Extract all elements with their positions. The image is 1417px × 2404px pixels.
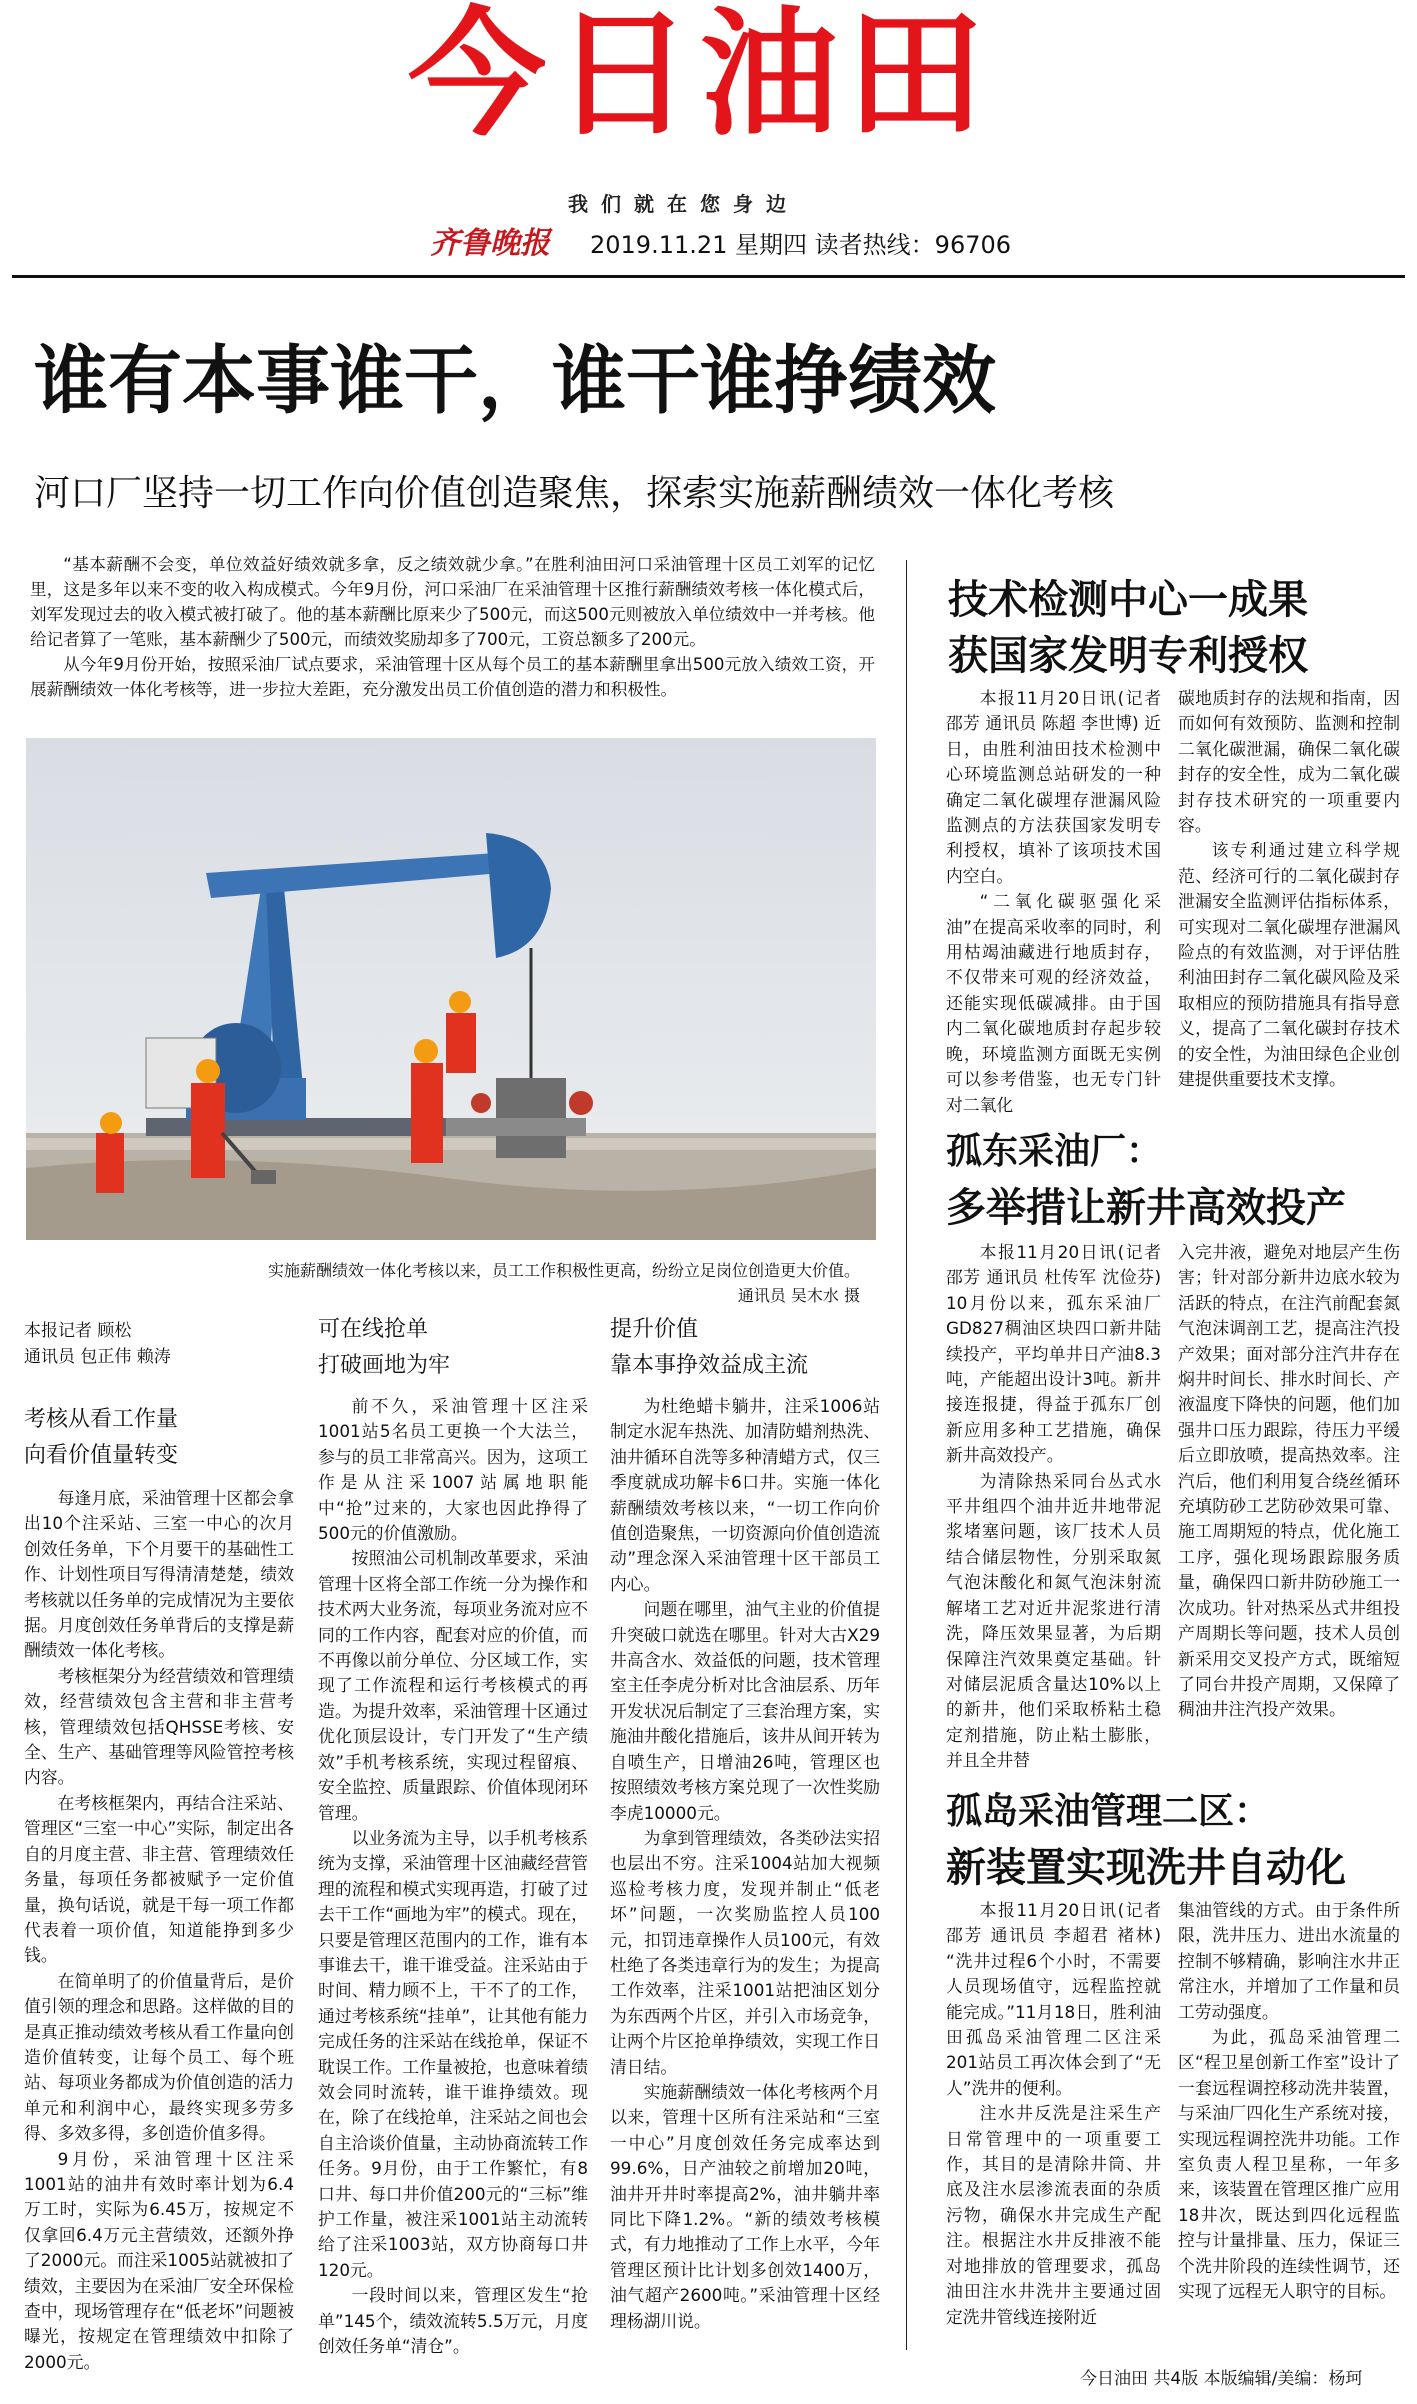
article2-headline [946,1124,1406,1236]
paragraph: 按照油公司机制改革要求，采油管理十区将全部工作统一分为操作和技术两大业务流，每项业务流对应不同的工作内容，配套对应的价值，而不再像以前分单位、分区域工作，实现了工作流程和运行考核模式的再造。为提升效率，采油管理十区通过优化顶层设计，专门开发了“生产绩效”手机考核系统，实现过程留痕、安全监控、质量跟踪、价值体现闭环管理。 [318,1548,588,1823]
headline-line: 孤东采油厂： [946,1131,1163,1172]
col1-subhead [24,1402,294,1474]
main-byline [24,1318,264,1370]
paragraph: 前不久，采油管理十区注采1001站5名员工更换一个大法兰，参与的员工非常高兴。因为，这项工作是从注采1007站属地职能中“抢”过来的，大家也因此挣得了500元的价值激励。 [318,1396,588,1544]
article1-headline [948,572,1398,684]
paragraph: 问题在哪里，油气主业的价值提升突破口就选在哪里。针对大古X29井高含水、效益低的问题，技术管理室主任李虎分析对比含油层系、历年开发状况后制定了三套治理方案，实施油井酸化措施后，该井从间开转为自喷生产，日增油26吨，管理区也按照绩效考核方案兑现了一次性奖励李虎10000元。 [610,1599,880,1823]
issue-info: 2019.11.21 星期四 读者热线：96706 [590,231,1012,259]
oil-field-photo [26,738,876,1240]
byline-correspondent: 通讯员 包正伟 赖涛 [24,1347,171,1367]
paragraph: 一段时间以来，管理区发生“抢单”145个，绩效流转5.5万元，月度创效任务单“清仓”。 [318,2285,588,2357]
byline-reporter: 本报记者 顾松 [24,1321,132,1341]
article3-right [1178,1898,1400,2305]
paragraph: 注水井反洗是注采生产日常管理中的一项重要工作，其目的是清除井筒、井底及注水层渗流表面的杂质污物，确保水井完成生产配注。根据注水井反排液不能对地排放的管理要求，孤岛油田注水井洗井主要通过固定洗井管线连接附近 [946,2103,1161,2327]
paragraph: 9月份，采油管理十区注采1001站的油井有效时率计划为6.4万工时，实际为6.45万，按规定不仅拿回6.4万元主营绩效，还额外挣了2000元。而注采1005站就被扣了绩效，主要因为在采油厂安全环保检查中，现场管理存在“低老坏”问题被曝光，按规定在管理绩效中扣除了2000元。 [24,2148,295,2372]
subhead-line: 提升价值 [610,1317,699,1342]
paragraph: 为拿到管理绩效，各类砂法实招也层出不穷。注采1004站加大视频巡检考核力度，发现并制止“低老坏”问题，一次奖励监控人员100元，扣罚违章操作人员100元，有效杜绝了各类违章行为的发生；为提高工作效率，注采1001站把油区划分为东西两个片区，并引入市场竞争，让两个片区抢单挣绩效，实现工作日清日结。 [610,1827,880,2077]
masthead [0,0,1417,270]
headline-line: 多举措让新井高效投产 [946,1185,1346,1231]
paragraph: 入完井液，避免对地层产生伤害；针对部分新井边底水较为活跃的特点，在注汽前配套氮气泡沫调剖工艺，提高注汽投产效果；面对部分注汽井存在焖井时间长、排水时间长、产液温度下降快的问题，他们加强井口压力跟踪，待压力平缓后立即放喷，提高热效率。注汽后，他们利用复合绕丝循环充填防砂工艺防砂效果可靠、施工周期短的特点，优化施工工序，强化现场跟踪服务质量，确保四口新井防砂施工一次成功。针对热采丛式井组投产周期长等问题，技术人员创新采用交叉投产方式，既缩短了同台井投产周期，又保障了稠油井注汽投产效果。 [1178,1242,1400,1720]
paragraph: 在简单明了的价值量背后，是价值引领的理念和思路。这样做的目的是真正推动绩效考核从看工作量向创造价值转变，让每个员工、每个班站、每项业务都成为价值创造的活力单元和利润中心，最终实现多劳多得、多效多得，多创造价值多得。 [24,1970,294,2144]
paragraph: 本报11月20日讯(记者 邵芳 通讯员 李超君 褚林) “洗井过程6个小时，不需要人员现场值守，远程监控就能完成。”11月18日，胜利油田孤岛采油管理二区注采201站员工再次体会到了“无人”洗井的便利。 [946,1900,1161,2098]
article2-left [946,1240,1161,1774]
paragraph: 碳地质封存的法规和指南，因而如何有效预防、监测和控制二氧化碳泄漏，确保二氧化碳封存的安全性，成为二氧化碳封存技术研究的一项重要内容。 [1178,688,1400,836]
article1-right [1178,686,1400,1093]
headline-line: 技术检测中心一成果 [948,577,1308,623]
paragraph: 本报11月20日讯(记者 邵芳 通讯员 杜传军 沈俭芬) 10月份以来，孤东采油厂GD827稠油区块四口新井陆续投产，平均单井日产油8.3吨，产能超出设计3吨。新井接连报捷，得益于孤东厂创新应用多种工艺措施，确保新井高效投产。 [946,1242,1161,1466]
subhead-line: 向看价值量转变 [24,1443,179,1468]
article3-left [946,1898,1161,2330]
col2-subhead [318,1312,588,1384]
brand-logo: 齐鲁晚报 [430,226,550,261]
article2-right [1178,1240,1400,1723]
column-divider [906,560,907,2350]
col3-subhead [610,1312,880,1384]
paragraph: 在考核框架内，再结合注采站、管理区“三室一中心”实际，制定出各自的月度主营、非主营、管理绩效任务量，每项任务都被赋予一定价值量，换句话说，就是干每一项工作都代表着一项价值，知道能挣到多少钱。 [24,1792,294,1966]
lead-paragraph: “基本薪酬不会变，单位效益好绩效就多拿，反之绩效就少拿。”在胜利油田河口采油管理十区员工刘军的记忆里，这是多年以来不变的收入构成模式。今年9月份，河口采油厂在采油管理十区推行薪酬绩效考核一体化模式后，刘军发现过去的收入模式被打破了。他的基本薪酬比原来少了500元，而这500元则被放入单位绩效中一并考核。他给记者算了一笔账，基本薪酬少了500元，而绩效奖励却多了700元，工资总额多了200元。 [30,555,875,649]
article3-headline [946,1784,1406,1896]
paragraph: 该专利通过建立科学规范、经济可行的二氧化碳封存泄漏安全监测评估指标体系，可实现对二氧化碳埋存泄漏风险点的有效监测，对于评估胜利油田封存二氧化碳风险及采取相应的预防措施具有指导意义，提高了二氧化碳封存技术的安全性，为油田绿色企业创建提供重要技术支撑。 [1178,840,1400,1090]
caption-text: 实施薪酬绩效一体化考核以来，员工工作积极性更高，纷纷立足岗位创造更大价值。 [267,1261,860,1280]
paragraph: 本报11月20日讯(记者 邵芳 通讯员 陈超 李世博) 近日，由胜利油田技术检测中心环境监测总站研发的一种确定二氧化碳埋存泄漏风险监测点的方法获国家发明专利授权，填补了该项技术国内空白。 [946,688,1161,886]
article1-left [946,686,1161,1118]
headline-line: 新装置实现洗井自动化 [946,1845,1346,1891]
main-headline: 谁有本事谁干，谁干谁挣绩效 [34,338,996,424]
paragraph: 实施薪酬绩效一体化考核两个月以来，管理十区所有注采站和“三室一中心”月度创效任务完成率达到99.6%，日产油较之前增加20吨，油井开井时率提高2%，油井躺井率同比下降1.2%。“新的绩效考核模式，有力地推动了工作上水平，今年管理区预计比计划多创效1400万，油气超产2600吨。”采油管理十区经理杨湖川说。 [610,2081,880,2331]
paragraph: 以业务流为主导，以手机考核系统为支撑，采油管理十区油藏经营管理的流程和模式实现再造，打破了过去干工作“画地为牢”的模式。现在，只要是管理区范围内的工作，谁有本事谁去干，谁干谁受益。注采站由于时间、精力顾不上，干不了的工作，通过考核系统“挂单”，让其他有能力完成任务的注采站在线抢单，保证不耽误工作。工作量被抢，也意味着绩效会同时流转，谁干谁挣绩效。现在，除了在线抢单，注采站之间也会自主洽谈价值量，主动协商流转工作任务。9月份，由于工作繁忙，有8口井、每口井价值200元的“三标”维护工作量，被注采1001站主动流转给了注采1003站，双方协商每口井120元。 [318,1827,588,2280]
paragraph: “二氧化碳驱强化采油”在提高采收率的同时，利用枯竭油藏进行地质封存，不仅带来可观的经济效益，还能实现低碳减排。由于国内二氧化碳地质封存起步较晚，环境监测方面既无实例可以参考借鉴，也无专门针对二氧化 [946,891,1161,1115]
newspaper-title: 今日油田 [407,0,992,155]
paragraph: 为杜绝蜡卡躺井，注采1006站制定水泥车热洗、加清防蜡剂热洗、油井循环自洗等多种清蜡方式，仅三季度就成功解卡6口井。实施一体化薪酬绩效考核以来，“一切工作向价值创造聚焦，一切资源向价值创造流动”理念深入采油管理十区干部员工内心。 [610,1396,880,1594]
main-subhead: 河口厂坚持一切工作向价值创造聚焦，探索实施薪酬绩效一体化考核 [34,473,1115,514]
paragraph: 为清除热采同台丛式水平井组四个油井近井地带泥浆堵塞问题，该厂技术人员结合储层物性，分别采取氮气泡沫酸化和氮气泡沫射流解堵工艺对近井泥浆进行清洗，降压效果显著，为后期保障注汽效果奠定基础。针对储层泥质含量达10%以上的新井，他们采取桥粘土稳定剂措施，防止粘土膨胀，并且全井替 [946,1470,1161,1771]
paragraph: 为此，孤岛采油管理二区“程卫星创新工作室”设计了一套远程调控移动洗井装置，与采油厂四化生产系统对接，实现远程调控洗井功能。工作室负责人程卫星称，一年多来，该装置在管理区推广应用18井次，既达到四化远程监控与计量排量、压力，保证三个洗井阶段的连续性调节，还实现了远程无人职守的目标。 [1178,2027,1400,2302]
paragraph: 每逢月底，采油管理十区都会拿出10个注采站、三室一中心的次月创效任务单，下个月要干的基础性工作、计划性项目写得清清楚楚，绩效考核就以任务单的完成情况为主要依据。月度创效任务单背后的支撑是薪酬绩效一体化考核。 [24,1488,294,1661]
subhead-line: 靠本事挣效益成主流 [610,1353,809,1378]
main-column-1 [24,1486,294,2375]
paragraph: 考核框架分为经营绩效和管理绩效，经营绩效包含主营和非主营考核，管理绩效包括QHSSE考核、安全、生产、基础管理等风险管控考核内容。 [24,1665,294,1788]
subhead-line: 打破画地为牢 [318,1353,451,1378]
main-column-2 [318,1394,588,2359]
main-column-3 [610,1394,880,2334]
subhead-line: 可在线抢单 [318,1317,429,1342]
headline-line: 获国家发明专利授权 [948,633,1308,679]
photo-caption [100,1258,860,1308]
caption-credit: 通讯员 吴木水 摄 [737,1286,860,1305]
subhead-line: 考核从看工作量 [24,1407,179,1432]
lead-paragraphs [30,552,875,702]
slogan: 我们就在您身边 [568,192,799,216]
lead-paragraph: 从今年9月份开始，按照采油厂试点要求，采油管理十区从每个员工的基本薪酬里拿出500元放入绩效工资，开展薪酬绩效一体化考核等，进一步拉大差距，充分激发出员工价值创造的潜力和积极性。 [30,655,875,699]
headline-line: 孤岛采油管理二区： [946,1791,1271,1832]
paragraph: 集油管线的方式。由于条件所限，洗井压力、进出水流量的控制不够精确，影响注水井正常注水，并增加了工作量和员工劳动强度。 [1178,1900,1400,2022]
masthead-rule [12,275,1405,278]
page-footer: 今日油田 共4版 本版编辑/美编：杨珂 [1080,2369,1363,2389]
